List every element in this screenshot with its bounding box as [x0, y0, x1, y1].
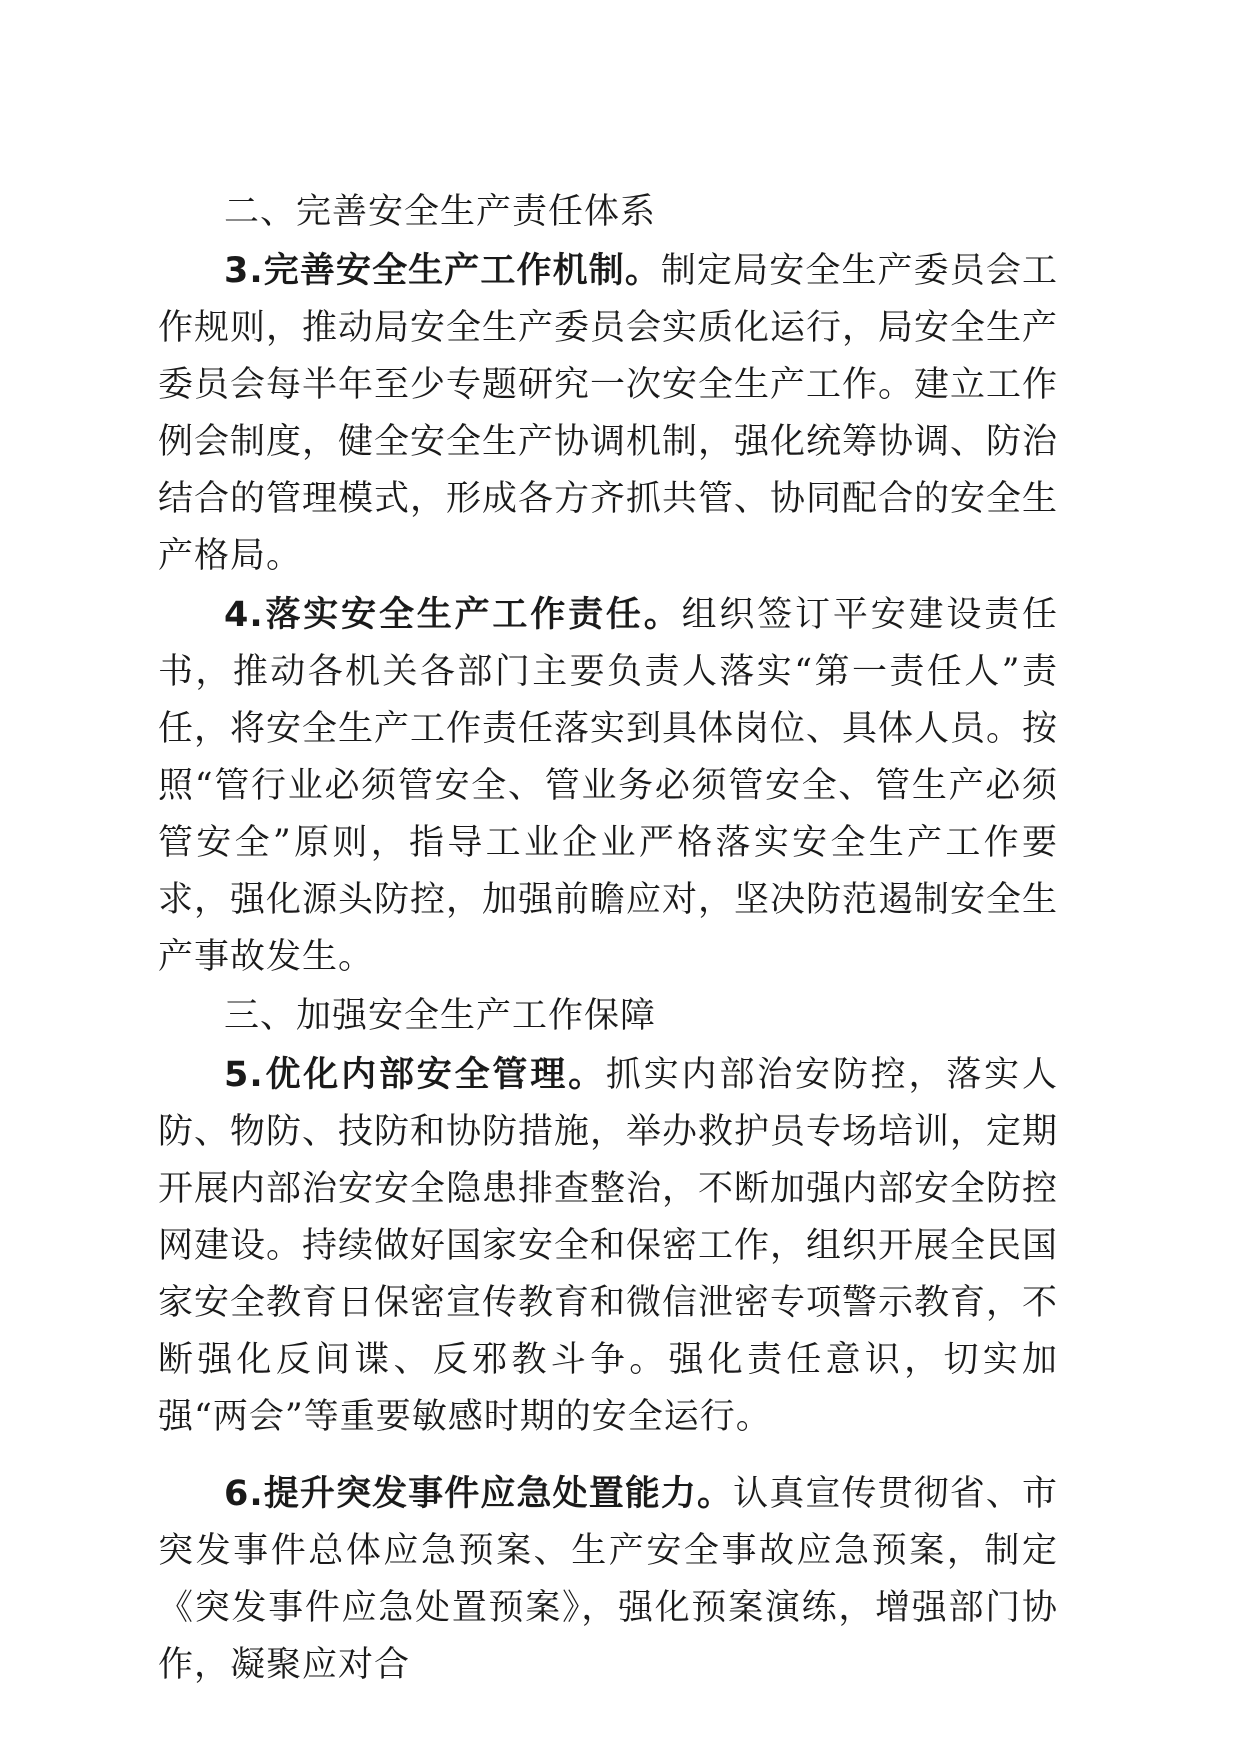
paragraph-text: 认真宣传贯彻省、市突发事件总体应急预案、生产安全事故应急预案，制定《突发事件应急处置预案》，强化预案演练，增强部门协作，凝聚应对合: [158, 1474, 1058, 1685]
paragraph-lead: 4.落实安全生产工作责任。: [224, 595, 682, 635]
paragraph-lead: 3.完善安全生产工作机制。: [224, 251, 661, 291]
paragraph-item-5: [158, 1047, 1058, 1446]
paragraph-text: 组织签订平安建设责任书，推动各机关各部门主要负责人落实“第一责任人”责任，将安全生产工作责任落实到具体岗位、具体人员。按照“管行业必须管安全、管业务必须管安全、管生产必须管安全”原则，指导工业企业严格落实安全生产工作要求，强化源头防控，加强前瞻应对，坚决防范遏制安全生产事故发生。: [158, 595, 1059, 977]
paragraph-item-3: [158, 243, 1058, 585]
paragraph-text: 制定局安全生产委员会工作规则，推动局安全生产委员会实质化运行，局安全生产委员会每半年至少专题研究一次安全生产工作。建立工作例会制度，健全安全生产协调机制，强化统筹协调、防治结合的管理模式，形成各方齐抓共管、协同配合的安全生产格局。: [158, 251, 1059, 576]
document-body: [158, 184, 1058, 1696]
paragraph-item-4: [158, 587, 1058, 986]
paragraph-lead: 5.优化内部安全管理。: [224, 1055, 606, 1095]
paragraph-item-6: [158, 1466, 1058, 1694]
section-heading-2: 二、完善安全生产责任体系: [224, 192, 657, 232]
section-heading-3: 三、加强安全生产工作保障: [224, 996, 657, 1036]
paragraph-text: 抓实内部治安防控，落实人防、物防、技防和协防措施，举办救护员专场培训，定期开展内部治安安全隐患排查整治，不断加强内部安全防控网建设。持续做好国家安全和保密工作，组织开展全民国家安全教育日保密宣传教育和微信泄密专项警示教育，不断强化反间谍、反邪教斗争。强化责任意识，切实加强“两会”等重要敏感时期的安全运行。: [158, 1055, 1059, 1437]
paragraph-lead: 6.提升突发事件应急处置能力。: [224, 1474, 734, 1514]
